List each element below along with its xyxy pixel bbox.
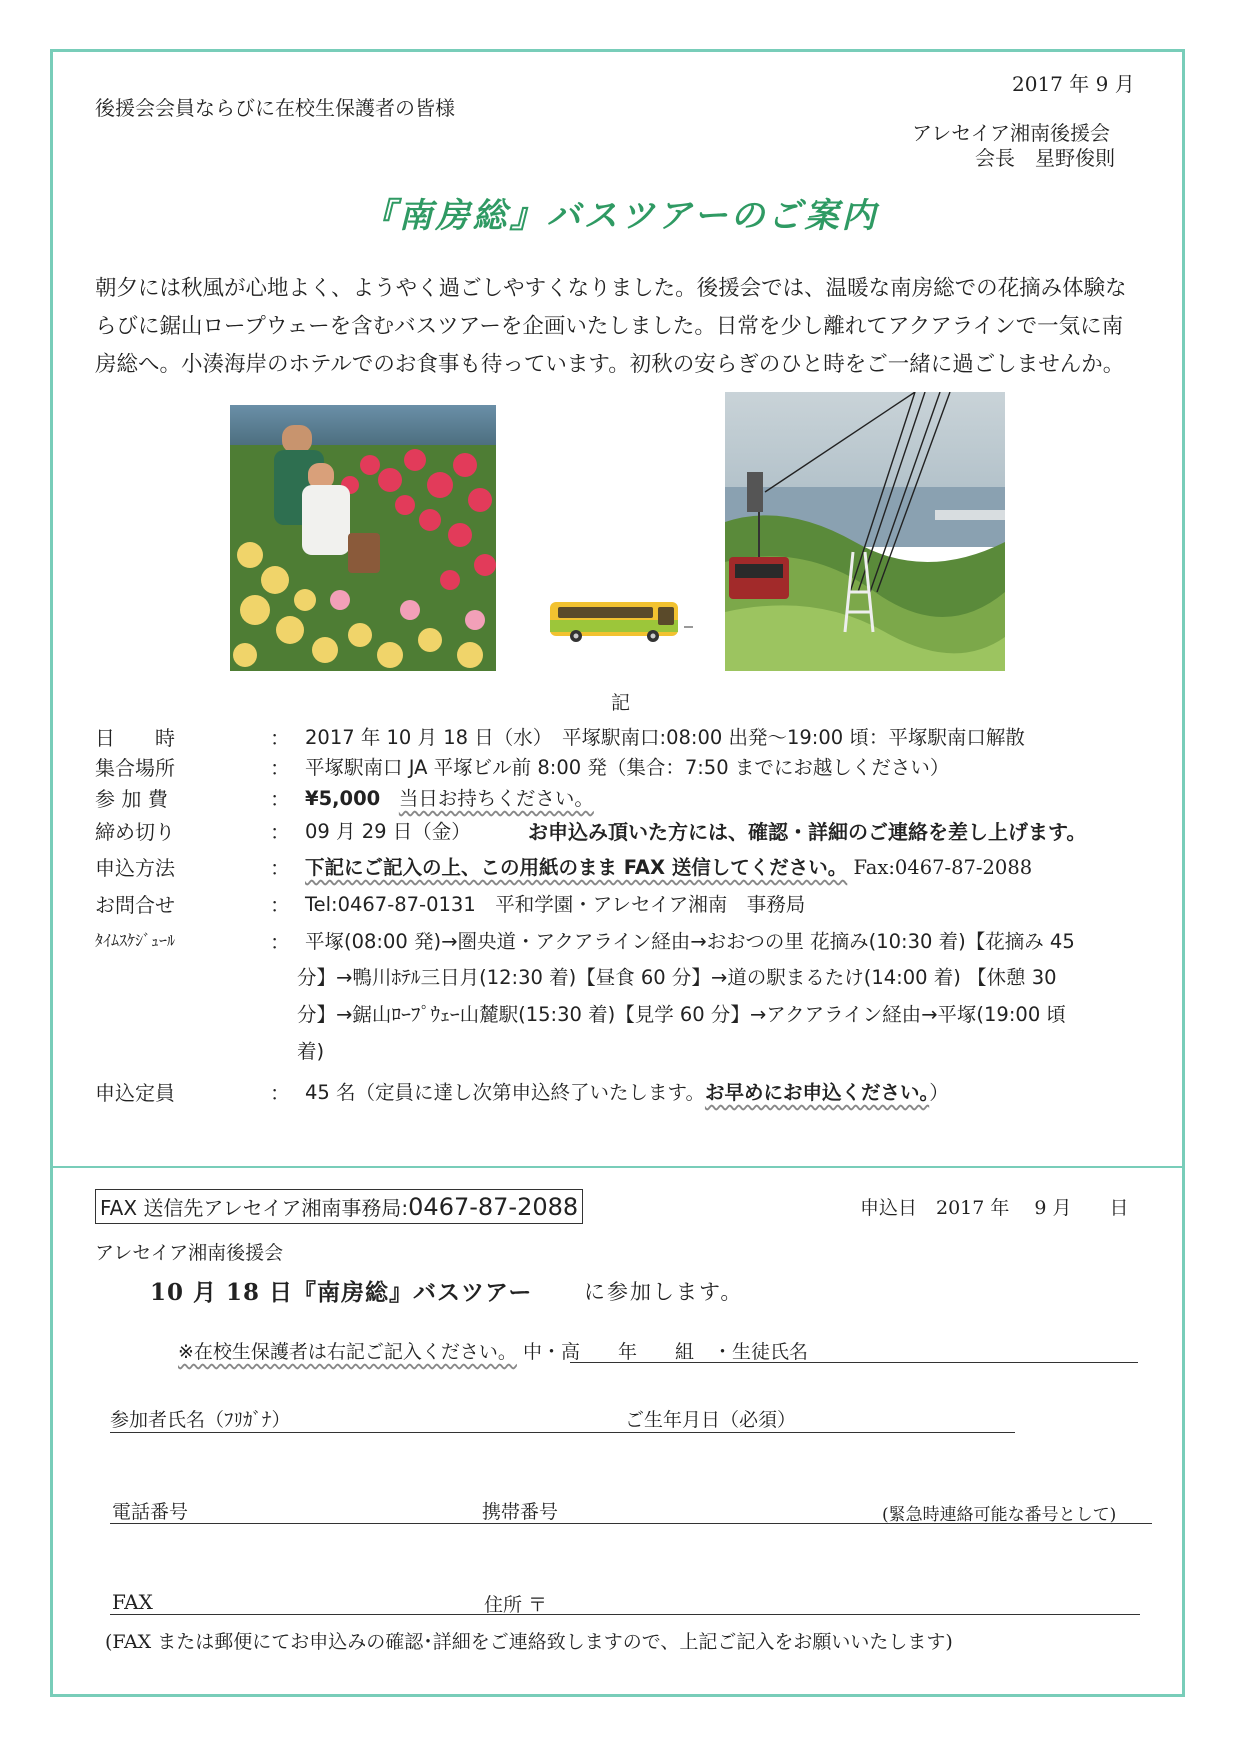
issue-date: 2017 年 9 月 (1012, 72, 1135, 96)
method-note: 下記にご記入の上、この用紙のまま FAX 送信してください。 (305, 856, 848, 879)
fee-amount: ¥5,000 (305, 787, 381, 810)
student-note: ※在校生保護者は右記ご記入ください。 (178, 1341, 517, 1363)
flower-picking-photo (230, 405, 496, 671)
fee-value (305, 783, 594, 811)
join-text: に参加します。 (584, 1280, 744, 1304)
apply-date: 申込日 2017 年 9 月 日 (860, 1197, 1129, 1219)
intro-paragraph (95, 270, 1145, 384)
date-value: 2017 年 10 月 18 日（水） 平塚駅南口:08:00 出発～19:00 頃：平塚駅南口解散 (305, 726, 1025, 749)
colon: ： (270, 756, 290, 780)
method-value (305, 852, 1032, 880)
capacity-value (305, 1077, 949, 1105)
colon: ： (270, 930, 290, 954)
colon: ： (270, 787, 290, 811)
participant-name-field[interactable] (110, 1432, 1015, 1433)
deadline-value: 09 月 29 日（金） (305, 820, 471, 843)
emergency-note: (緊急時連絡可能な番号として) (882, 1505, 1117, 1525)
intro-line: 房総へ。小湊海岸のホテルでのお食事も待っています。初秋の安らぎのひと時をご一緒に過ごしませんか。 (95, 352, 1125, 377)
colon: ： (270, 893, 290, 917)
capacity-label: 申込定員 (95, 1081, 175, 1105)
address-field[interactable] (110, 1614, 1140, 1615)
fax-destination-label: FAX 送信先アレセイア湘南事務局: (100, 1196, 409, 1220)
method-label: 申込方法 (95, 856, 175, 880)
fax-destination-box (95, 1189, 583, 1224)
student-fields: 中・高 年 組 ・生徒氏名 (522, 1341, 808, 1363)
mobile-label: 携帯番号 (482, 1501, 559, 1523)
meet-value: 平塚駅南口 JA 平塚ビル前 8:00 発（集合：7:50 までにお越しください） (305, 756, 950, 779)
method-fax: Fax:0467-87-2088 (853, 856, 1033, 879)
capacity-text: 45 名（定員に達し次第申込終了いたします。 (305, 1081, 705, 1104)
fax-destination-number: 0467-87-2088 (408, 1193, 579, 1221)
schedule-label: ﾀｲﾑｽｹｼﾞｭｰﾙ (95, 931, 176, 950)
participant-name-label: 参加者氏名（ﾌﾘｶﾞﾅ） (110, 1409, 291, 1431)
address-label: 住所 〒 (484, 1594, 548, 1616)
colon: ： (270, 820, 290, 844)
org-name: アレセイア湘南後援会 (912, 121, 1110, 145)
contact-value: Tel:0467-87-0131 平和学園・アレセイア湘南 事務局 (305, 893, 806, 916)
meet-label: 集合場所 (95, 756, 175, 780)
colon: ： (270, 726, 290, 750)
deadline-label: 締め切り (95, 820, 175, 844)
intro-line: らびに鋸山ロープウェーを含むバスツアーを企画いたしました。日常を少し離れてアクアラインで一気に南 (95, 314, 1124, 339)
colon: ： (270, 1081, 290, 1105)
fee-note: 当日お持ちください。 (398, 787, 594, 810)
date-label: 日 時 (95, 726, 175, 750)
section-divider (53, 1166, 1183, 1168)
form-org: アレセイア湘南後援会 (95, 1242, 284, 1264)
capacity-close: ） (929, 1081, 949, 1104)
birthdate-label: ご生年月日（必須） (625, 1409, 797, 1431)
page-title: 『南房総』バスツアーのご案内 (361, 196, 879, 236)
colon: ： (270, 856, 290, 880)
chair-name: 会長 星野俊則 (975, 146, 1115, 170)
student-name-field[interactable] (570, 1362, 1138, 1363)
bus-icon (548, 598, 698, 644)
fax-label: FAX (112, 1590, 153, 1614)
ki-heading: 記 (611, 692, 631, 714)
tour-name: 10 月 18 日『南房総』バスツアー (150, 1279, 533, 1306)
phone-field[interactable] (110, 1523, 1152, 1524)
schedule-line: 平塚(08:00 発)→圏央道・アクアライン経由→おおつの里 花摘み(10:30 着)【花摘み 45 (305, 930, 1075, 953)
schedule-line: 分】→鋸山ﾛｰﾌﾟｳｪｰ山麓駅(15:30 着)【見学 60 分】→アクアライン経由→平塚(19:00 頃 (297, 1003, 1066, 1026)
schedule-line: 着) (297, 1040, 325, 1063)
fee-label: 参 加 費 (95, 787, 168, 811)
phone-label: 電話番号 (112, 1501, 189, 1523)
schedule-line: 分】→鴨川ﾎﾃﾙ三日月(12:30 着)【昼食 60 分】→道の駅まるたけ(14:00 着) 【休憩 30 (297, 966, 1057, 989)
recipient: 後援会会員ならびに在校生保護者の皆様 (95, 96, 455, 120)
ropeway-photo (725, 392, 1005, 671)
footer-note: (FAX または郵便にてお申込みの確認･詳細をご連絡致しますので、上記ご記入をお願いいたします) (105, 1631, 953, 1653)
student-row (178, 1337, 808, 1364)
capacity-note: お早めにお申込ください。 (704, 1081, 930, 1104)
intro-line: 朝夕には秋風が心地よく、ようやく過ごしやすくなりました。後援会では、温暖な南房総での花摘み体験な (95, 276, 1127, 301)
deadline-note: お申込み頂いた方には、確認・詳細のご連絡を差し上げます。 (528, 820, 1087, 844)
contact-label: お問合せ (95, 893, 175, 917)
